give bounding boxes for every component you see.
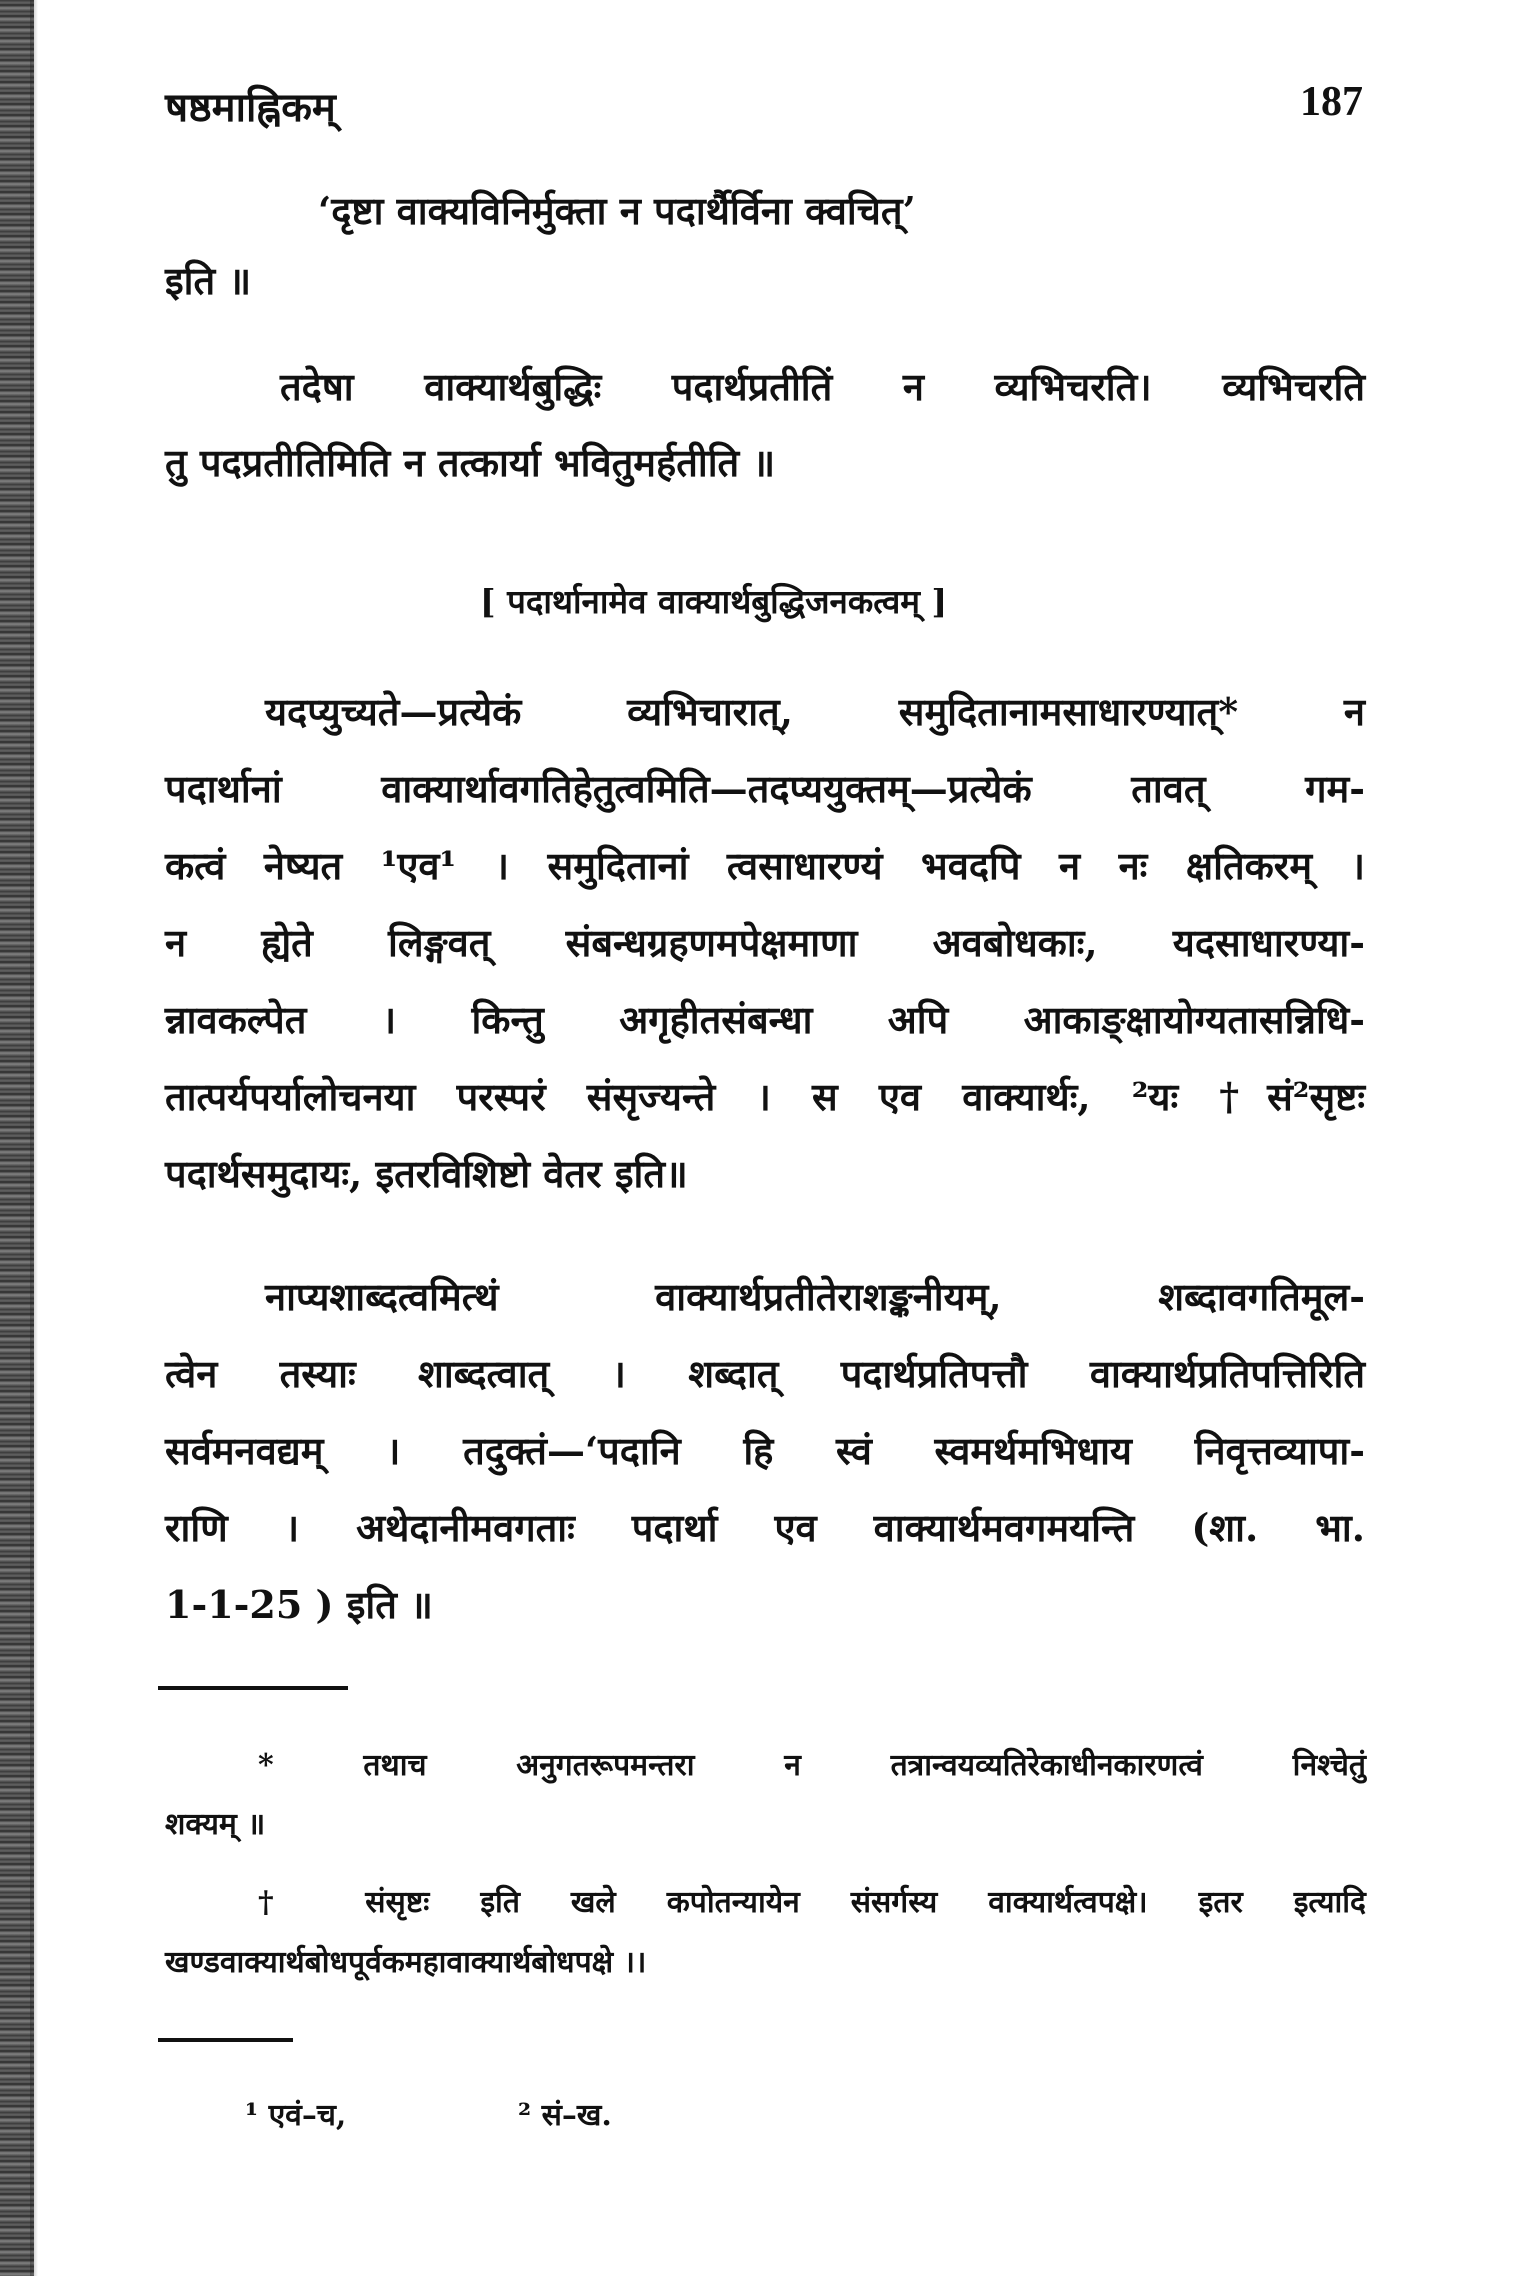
variant-note-1: ¹ एवं–च, (245, 2098, 347, 2133)
running-head: षष्ठमाह्निकम् (165, 84, 336, 131)
section-heading: [ पदार्थानामेव वाक्यार्थबुद्धिजनकत्वम् ] (480, 582, 948, 621)
para2-line: पदार्थानां वाक्यार्थावगतिहेतुत्वमिति—तदप्ययुक्तम्—प्रत्येकं तावत् गम- (165, 766, 1365, 811)
para3-line: त्वेन तस्याः शाब्दत्वात् । शब्दात् पदार्थप्रतिपत्तौ वाक्यार्थप्रतिपत्तिरिति (165, 1351, 1365, 1396)
scanned-binding-edge (0, 0, 34, 2276)
para1-line2: तु पदप्रतीतिमिति न तत्कार्या भवितुमर्हतीति ॥ (165, 440, 776, 485)
para2-line: कत्वं नेष्यत ¹एव¹ । समुदितानां त्वसाधारण्यं भवदपि न नः क्षतिकरम् । (165, 843, 1365, 888)
para3-line: सर्वमनवद्यम् । तदुक्तं—‘पदानि हि स्वं स्वमर्थमभिधाय निवृत्तव्यापा- (165, 1428, 1365, 1473)
para2-line: पदार्थसमुदायः, इतरविशिष्टो वेतर इति॥ (165, 1151, 688, 1196)
page-number: 187 (1300, 79, 1363, 125)
footnote-star-line: * तथाच अनुगतरूपमन्तरा न तत्रान्वयव्यतिरेकाधीनकारणत्वं निश्चेतुं (258, 1748, 1366, 1783)
para3-line: राणि । अथेदानीमवगताः पदार्था एव वाक्यार्थमवगमयन्ति (शा. भा. (165, 1505, 1365, 1550)
footnote-star-line: शक्यम् ॥ (165, 1807, 266, 1842)
para1-line1: तदेषा वाक्यार्थबुद्धिः पदार्थप्रतीतिं न व्यभिचरति। व्यभिचरति (280, 364, 1365, 409)
quote-close: इति ॥ (165, 258, 252, 303)
variant-separator-rule (158, 2038, 293, 2042)
para3-line: नाप्यशाब्दत्वमित्थं वाक्यार्थप्रतीतेराशङ्कनीयम्, शब्दावगतिमूल- (265, 1274, 1365, 1319)
variant-note-2: ² सं–ख. (518, 2098, 612, 2133)
para2-line: तात्पर्यपर्यालोचनया परस्परं संसृज्यन्ते । स एव वाक्यार्थः, ²यः †सं²सृष्टः (165, 1074, 1365, 1119)
para3-line: 1-1-25 ) इति ॥ (165, 1582, 433, 1627)
quote-verse: ‘दृष्टा वाक्यविनिर्मुक्ता न पदार्थैर्विना क्वचित्’ (318, 188, 916, 233)
footnote-separator-rule (158, 1686, 348, 1690)
footnote-dagger-line: † संसृष्टः इति खले कपोतन्यायेन संसर्गस्य वाक्यार्थत्वपक्षे। इतर इत्यादि (258, 1885, 1366, 1920)
para2-line: न ह्येते लिङ्गवत् संबन्धग्रहणमपेक्षमाणा अवबोधकाः, यदसाधारण्या- (165, 920, 1365, 965)
footnote-dagger-line: खण्डवाक्यार्थबोधपूर्वकमहावाक्यार्थबोधपक्षे ।। (165, 1945, 647, 1980)
para2-line: यदप्युच्यते—प्रत्येकं व्यभिचारात्, समुदितानामसाधारण्यात्* न (265, 689, 1365, 734)
para2-line: न्नावकल्पेत । किन्तु अगृहीतसंबन्धा अपि आकाङ्क्षायोग्यतासन्निधि- (165, 997, 1365, 1042)
